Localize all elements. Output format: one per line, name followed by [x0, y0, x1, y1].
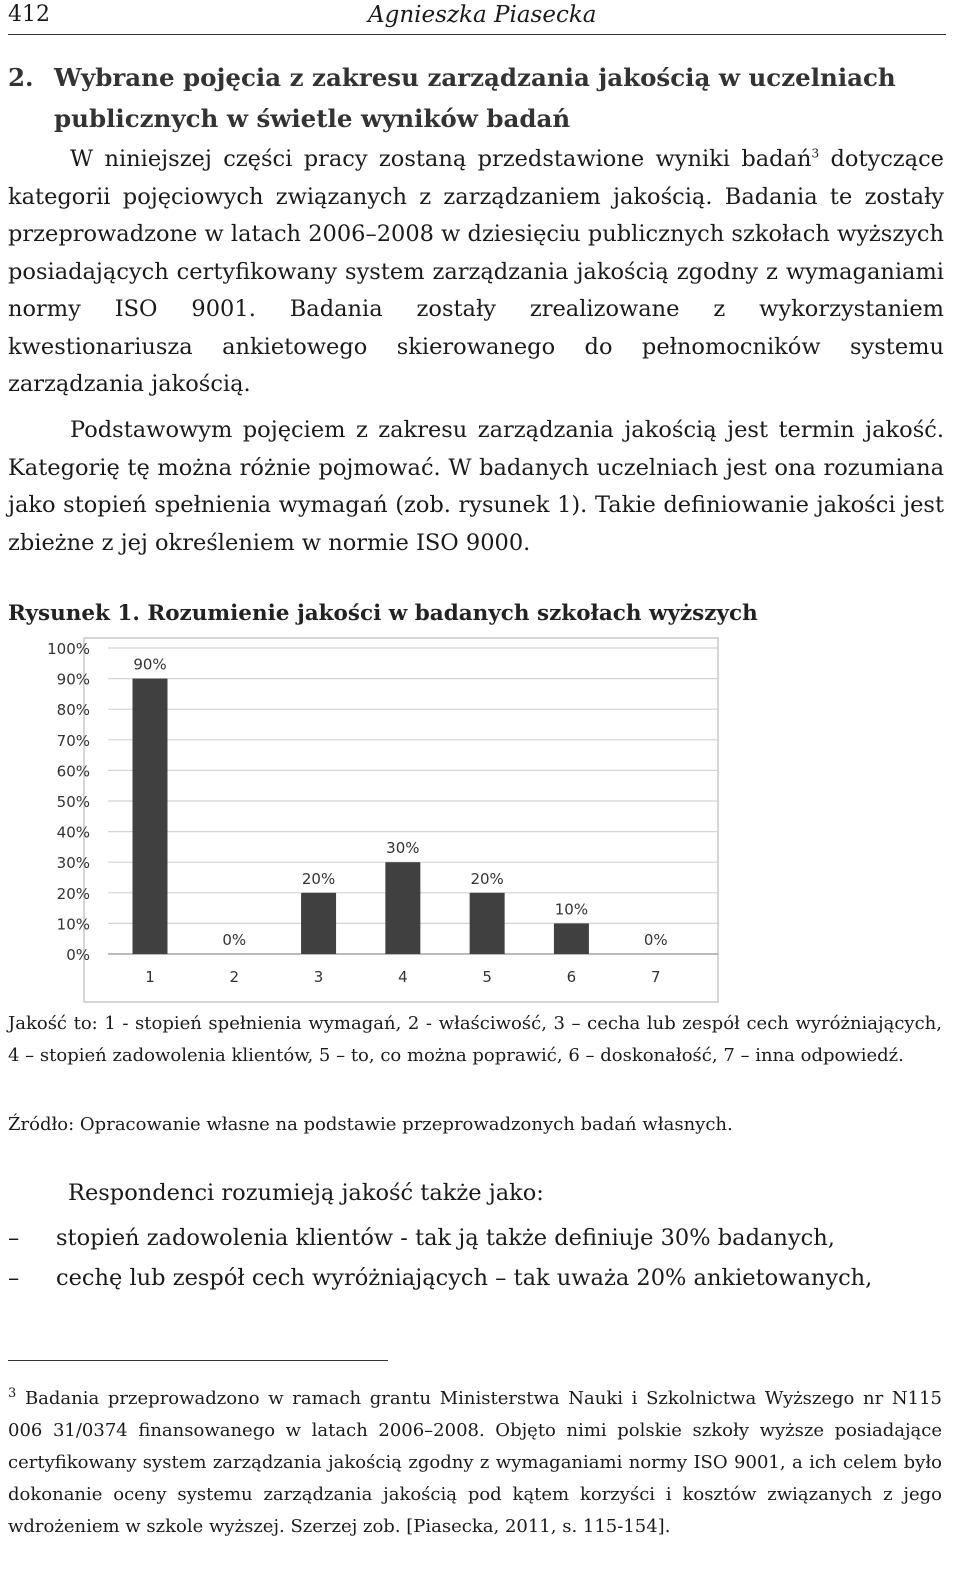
- footnote-separator: [8, 1360, 388, 1361]
- y-tick-label: 100%: [47, 640, 90, 658]
- dash-marker: –: [8, 1265, 20, 1291]
- paragraph-1-rest: dotyczące kategorii pojęciowych związanych z zarządzaniem jakością. Badania te zostały przeprowadzone w latach 2006–2008 w dziesięciu publicznych szkołach wyższych posiadających certyfikowany system zarządzania jakością zgodny z wymaganiami normy ISO 9001. Badania zostały zrealizowane z wykorzystaniem kwestionariusza ankietowego skierowanego do pełnomocników systemu zarządzania jakością.: [8, 146, 944, 397]
- x-tick-label: 6: [566, 968, 577, 986]
- x-tick-label: 4: [398, 968, 408, 986]
- data-label: 20%: [301, 869, 336, 888]
- page-header: [8, 0, 946, 35]
- y-tick-label: 40%: [56, 823, 90, 842]
- footnote-text: Badania przeprowadzono w ramach grantu Ministerstwa Nauki i Szkolnictwa Wyższego nr N115 006 31/0374 finansowanego w latach 2006–2008. Objęto nimi polskie szkoły wyższe posiadające certyfikowany system zarządzania jakością zgodny z wymaganiami normy ISO 9001, a ich celem było dokonanie oceny systemu zarządzania jakością pod kątem korzyści i kosztów związanych z jego wdrożeniem w szkole wyższej. Szerzej zob. [Piasecka, 2011, s. 115-154].: [8, 1388, 942, 1537]
- y-axis-ticks: [47, 640, 90, 964]
- footnote: [8, 1378, 942, 1543]
- data-label: 90%: [133, 655, 167, 674]
- y-tick-label: 70%: [56, 731, 90, 750]
- section-number: 2.: [8, 63, 34, 92]
- x-tick-label: 5: [482, 968, 492, 986]
- data-label: 0%: [643, 931, 668, 949]
- chart-bar: [301, 893, 336, 954]
- chart-bar: [133, 679, 168, 954]
- dash-marker: –: [8, 1225, 20, 1251]
- paragraph-2: Podstawowym pojęciem z zakresu zarządzania jakością jest termin jakość. Kategorię tę można różnie pojmować. W badanych uczelniach jest ona rozumiana jako stopień spełnienia wymagań (zob. rysunek 1). Takie definiowanie jakości jest zbieżne z jej określeniem w normie ISO 9000.: [8, 417, 944, 556]
- chart-bar: [554, 923, 589, 954]
- data-label: 20%: [470, 869, 504, 888]
- list-item-text: stopień zadowolenia klientów - tak ją także definiuje 30% badanych,: [56, 1225, 835, 1251]
- y-tick-label: 30%: [56, 854, 90, 873]
- x-tick-label: 7: [650, 968, 661, 986]
- list-item: [8, 1218, 944, 1258]
- data-label: 10%: [554, 900, 589, 919]
- chart-bar: [385, 862, 420, 954]
- paragraph-1-start: W niniejszej części pracy zostaną przedstawione wyniki badań: [70, 146, 812, 172]
- data-label: 30%: [386, 839, 420, 858]
- bar-chart: [8, 636, 720, 1004]
- list-item: [8, 1258, 944, 1298]
- list-item-text: cechę lub zespół cech wyróżniających – tak uważa 20% ankietowanych,: [56, 1265, 873, 1291]
- figure-source: Źródło: Opracowanie własne na podstawie przeprowadzonych badań własnych.: [8, 1114, 733, 1135]
- figure-legend: Jakość to: 1 - stopień spełnienia wymagań, 2 - właściwość, 3 – cecha lub zespół cech wyróżniających, 4 – stopień zadowolenia klientów, 5 – to, co można poprawić, 6 – doskonałość, 7 – inna odpowiedź.: [8, 1013, 942, 1066]
- x-tick-label: 3: [313, 968, 324, 986]
- footnote-mark: 3: [8, 1386, 17, 1401]
- y-tick-label: 0%: [66, 946, 90, 964]
- section-title-line2: publicznych w świetle wyników badań: [54, 104, 571, 133]
- y-tick-label: 60%: [56, 762, 90, 781]
- x-tick-label: 2: [229, 968, 240, 986]
- figure-title: Rysunek 1. Rozumienie jakości w badanych szkołach wyższych: [8, 601, 758, 626]
- page-number: 412: [8, 2, 50, 27]
- x-tick-label: 1: [145, 968, 155, 986]
- chart-bar: [470, 893, 505, 954]
- y-tick-label: 20%: [56, 884, 90, 903]
- running-head: Agnieszka Piasecka: [368, 2, 597, 28]
- section-heading: [8, 57, 948, 139]
- section-title-line1: Wybrane pojęcia z zakresu zarządzania jakością w uczelniach: [54, 63, 896, 92]
- footnote-reference[interactable]: 3: [811, 146, 820, 161]
- lead-sentence: Respondenci rozumieją jakość także jako:: [68, 1180, 544, 1206]
- data-label: 0%: [222, 931, 247, 949]
- y-tick-label: 50%: [56, 793, 90, 811]
- y-tick-label: 80%: [56, 701, 90, 720]
- y-tick-label: 10%: [56, 915, 90, 934]
- y-tick-label: 90%: [56, 670, 90, 689]
- paragraph-1: [8, 141, 944, 404]
